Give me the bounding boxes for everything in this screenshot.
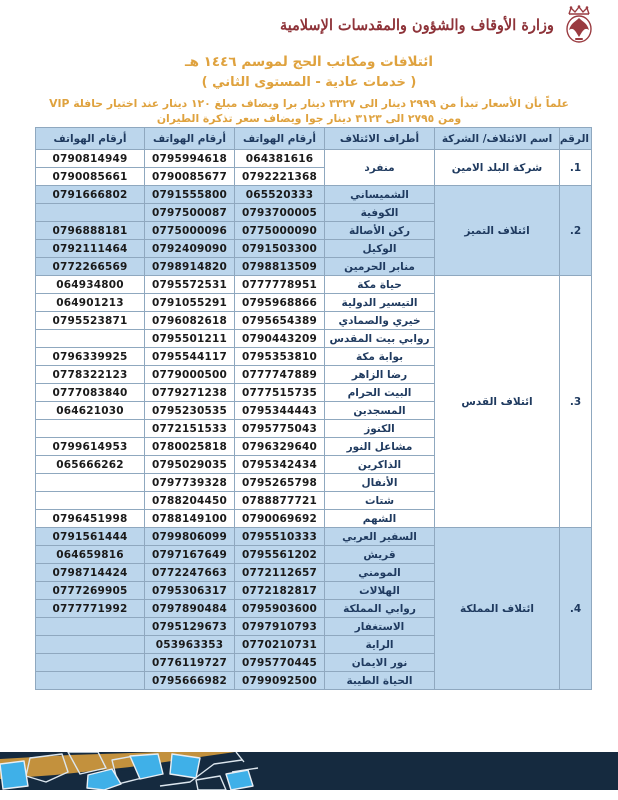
- phone-number-cell: 0795544117: [145, 348, 235, 366]
- row-number-cell: .2: [560, 186, 592, 276]
- phone-number-cell: 0772247663: [145, 564, 235, 582]
- phone-number-cell: 0777515735: [235, 384, 325, 402]
- party-name-cell: قريش: [325, 546, 435, 564]
- phone-number-cell: 0788877721: [235, 492, 325, 510]
- phone-number-cell: 0791555800: [145, 186, 235, 204]
- phone-number-cell: 0792111464: [36, 240, 145, 258]
- price-note-line2: ومن ٢٧٩٥ الى ٣١٢٣ دينار جوا ويضاف سعر تذكرة الطيران: [156, 112, 462, 125]
- column-header: أطراف الائتلاف: [325, 128, 435, 150]
- phone-number-cell: 0793700005: [235, 204, 325, 222]
- phone-number-cell: [36, 204, 145, 222]
- phone-number-cell: 0772112657: [235, 564, 325, 582]
- phone-number-cell: 0778322123: [36, 366, 145, 384]
- phone-number-cell: 0797167649: [145, 546, 235, 564]
- row-number-cell: .1: [560, 150, 592, 186]
- party-name-cell: الاستغفار: [325, 618, 435, 636]
- phone-number-cell: 0791666802: [36, 186, 145, 204]
- phone-number-cell: 053963353: [145, 636, 235, 654]
- table-row: [36, 150, 592, 168]
- phone-number-cell: 0798813509: [235, 258, 325, 276]
- phone-number-cell: 0796082618: [145, 312, 235, 330]
- coalition-name-cell: شركة البلد الامين: [435, 150, 560, 186]
- ministry-header: [280, 5, 596, 45]
- phone-number-cell: 065520333: [235, 186, 325, 204]
- phone-number-cell: 0777771992: [36, 600, 145, 618]
- party-name-cell: نور الايمان: [325, 654, 435, 672]
- phone-number-cell: 0777747889: [235, 366, 325, 384]
- phone-number-cell: 0798914820: [145, 258, 235, 276]
- coalition-name-cell: ائتلاف القدس: [435, 276, 560, 528]
- party-name-cell: شتات: [325, 492, 435, 510]
- phone-number-cell: 0777083840: [36, 384, 145, 402]
- party-name-cell: منفرد: [325, 150, 435, 186]
- phone-number-cell: 0777778951: [235, 276, 325, 294]
- phone-number-cell: 0795561202: [235, 546, 325, 564]
- phone-number-cell: 0797500087: [145, 204, 235, 222]
- hajj-coalitions-table: [35, 127, 592, 690]
- phone-number-cell: 0777269905: [36, 582, 145, 600]
- party-name-cell: الحياة الطيبة: [325, 672, 435, 690]
- phone-number-cell: 0795353810: [235, 348, 325, 366]
- phone-number-cell: [36, 654, 145, 672]
- price-note-line1: علماً بأن الأسعار تبدأ من ٢٩٩٩ دينار الى ٣٣٢٧ دينار برا ويضاف مبلغ ١٢٠ دينار عند اختيار حافلة VIP: [49, 97, 569, 110]
- phone-number-cell: 0790069692: [235, 510, 325, 528]
- phone-number-cell: 0796339925: [36, 348, 145, 366]
- column-header: الرقم: [560, 128, 592, 150]
- coalition-name-cell: ائتلاف التميز: [435, 186, 560, 276]
- phone-number-cell: 0791503300: [235, 240, 325, 258]
- table-row: [36, 528, 592, 546]
- jordan-crest-icon: [562, 5, 596, 45]
- table-row: [36, 186, 592, 204]
- phone-number-cell: 0795572531: [145, 276, 235, 294]
- phone-number-cell: 0775000090: [235, 222, 325, 240]
- title-block: [0, 52, 618, 126]
- phone-number-cell: [36, 330, 145, 348]
- phone-number-cell: 0799092500: [235, 672, 325, 690]
- column-header: أرقام الهواتف: [235, 128, 325, 150]
- coalition-name-cell: ائتلاف المملكة: [435, 528, 560, 690]
- phone-number-cell: 0788149100: [145, 510, 235, 528]
- phone-number-cell: 064901213: [36, 294, 145, 312]
- phone-number-cell: 0779271238: [145, 384, 235, 402]
- phone-number-cell: 0795903600: [235, 600, 325, 618]
- party-name-cell: روابي بيت المقدس: [325, 330, 435, 348]
- phone-number-cell: 0795775043: [235, 420, 325, 438]
- page-title: ائتلافات ومكاتب الحج لموسم ١٤٤٦ هـ: [184, 54, 434, 70]
- party-name-cell: الهلالات: [325, 582, 435, 600]
- phone-number-cell: 0788204450: [145, 492, 235, 510]
- footer-mosaic: [0, 752, 618, 790]
- phone-number-cell: 0795501211: [145, 330, 235, 348]
- phone-number-cell: 0795770445: [235, 654, 325, 672]
- party-name-cell: منابر الحرمين: [325, 258, 435, 276]
- phone-number-cell: [36, 618, 145, 636]
- phone-number-cell: 064934800: [36, 276, 145, 294]
- table-body: [36, 150, 592, 690]
- column-header: أرقام الهواتف: [145, 128, 235, 150]
- phone-number-cell: 0790085677: [145, 168, 235, 186]
- phone-number-cell: 0772182817: [235, 582, 325, 600]
- party-name-cell: ركن الأصالة: [325, 222, 435, 240]
- phone-number-cell: 0791561444: [36, 528, 145, 546]
- phone-number-cell: 0795344443: [235, 402, 325, 420]
- phone-number-cell: 0795265798: [235, 474, 325, 492]
- phone-number-cell: 0797739328: [145, 474, 235, 492]
- phone-number-cell: 0770210731: [235, 636, 325, 654]
- phone-number-cell: 0790443209: [235, 330, 325, 348]
- party-name-cell: روابي المملكة: [325, 600, 435, 618]
- phone-number-cell: 0790085661: [36, 168, 145, 186]
- phone-number-cell: 0799614953: [36, 438, 145, 456]
- party-name-cell: الأنفال: [325, 474, 435, 492]
- table-row: [36, 276, 592, 294]
- phone-number-cell: 064659816: [36, 546, 145, 564]
- phone-number-cell: 0795654389: [235, 312, 325, 330]
- ministry-name: وزارة الأوقاف والشؤون والمقدسات الإسلامية: [279, 16, 554, 34]
- phone-number-cell: 0795342434: [235, 456, 325, 474]
- row-number-cell: .3: [560, 276, 592, 528]
- party-name-cell: الشميساني: [325, 186, 435, 204]
- phone-number-cell: 0791055291: [145, 294, 235, 312]
- phone-number-cell: [36, 636, 145, 654]
- party-name-cell: حياة مكة: [325, 276, 435, 294]
- party-name-cell: رضا الزاهر: [325, 366, 435, 384]
- party-name-cell: الراية: [325, 636, 435, 654]
- party-name-cell: الكنوز: [325, 420, 435, 438]
- party-name-cell: الشهم: [325, 510, 435, 528]
- phone-number-cell: 064621030: [36, 402, 145, 420]
- column-header: أرقام الهواتف: [36, 128, 145, 150]
- phone-number-cell: 0798714424: [36, 564, 145, 582]
- phone-number-cell: 0795306317: [145, 582, 235, 600]
- phone-number-cell: 0792409090: [145, 240, 235, 258]
- party-name-cell: المومني: [325, 564, 435, 582]
- phone-number-cell: [36, 474, 145, 492]
- phone-number-cell: 0797890484: [145, 600, 235, 618]
- phone-number-cell: 0795523871: [36, 312, 145, 330]
- party-name-cell: الوكيل: [325, 240, 435, 258]
- phone-number-cell: 0796888181: [36, 222, 145, 240]
- row-number-cell: .4: [560, 528, 592, 690]
- phone-number-cell: 0795510333: [235, 528, 325, 546]
- phone-number-cell: 0797910793: [235, 618, 325, 636]
- party-name-cell: البيت الحرام: [325, 384, 435, 402]
- party-name-cell: الكوفية: [325, 204, 435, 222]
- phone-number-cell: 0792221368: [235, 168, 325, 186]
- page-subtitle: ( خدمات عادية - المستوى الثاني ): [201, 75, 417, 90]
- party-name-cell: المسجدين: [325, 402, 435, 420]
- table-head-row: [36, 128, 592, 150]
- phone-number-cell: 0772151533: [145, 420, 235, 438]
- phone-number-cell: 0790814949: [36, 150, 145, 168]
- party-name-cell: بوابة مكة: [325, 348, 435, 366]
- phone-number-cell: 065666262: [36, 456, 145, 474]
- phone-number-cell: [36, 672, 145, 690]
- phone-number-cell: 0775000096: [145, 222, 235, 240]
- party-name-cell: التيسير الدولية: [325, 294, 435, 312]
- party-name-cell: خيري والصمادي: [325, 312, 435, 330]
- phone-number-cell: 0776119727: [145, 654, 235, 672]
- party-name-cell: السفير العربي: [325, 528, 435, 546]
- phone-number-cell: 0780025818: [145, 438, 235, 456]
- party-name-cell: الذاكرين: [325, 456, 435, 474]
- phone-number-cell: 0795230535: [145, 402, 235, 420]
- phone-number-cell: 0795129673: [145, 618, 235, 636]
- phone-number-cell: [36, 492, 145, 510]
- phone-number-cell: 0795994618: [145, 150, 235, 168]
- party-name-cell: مشاعل النور: [325, 438, 435, 456]
- column-header: اسم الائتلاف/ الشركة: [435, 128, 560, 150]
- phone-number-cell: 0796451998: [36, 510, 145, 528]
- phone-number-cell: 0772266569: [36, 258, 145, 276]
- phone-number-cell: 0795666982: [145, 672, 235, 690]
- phone-number-cell: 0799806099: [145, 528, 235, 546]
- phone-number-cell: 064381616: [235, 150, 325, 168]
- phone-number-cell: 0796329640: [235, 438, 325, 456]
- phone-number-cell: 0795968866: [235, 294, 325, 312]
- phone-number-cell: [36, 420, 145, 438]
- phone-number-cell: 0779000500: [145, 366, 235, 384]
- phone-number-cell: 0795029035: [145, 456, 235, 474]
